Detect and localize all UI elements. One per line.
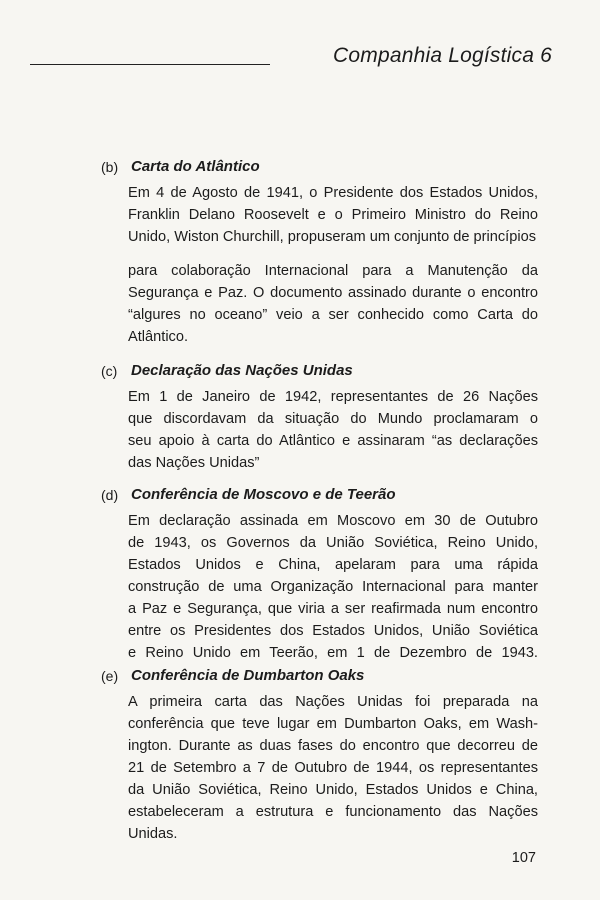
- section-marker: (c): [101, 363, 118, 379]
- running-header-title: Companhia Logística 6: [333, 44, 552, 67]
- text-line: construção de uma Organização Internacional para manter: [128, 579, 538, 595]
- text-line: de 1943, os Governos da União Soviética, Reino Unido,: [128, 535, 538, 551]
- section-marker: (d): [101, 487, 119, 503]
- text-line: Atlântico.: [128, 329, 189, 345]
- text-line: seu apoio à carta do Atlântico e assinaram “as declarações: [128, 433, 538, 449]
- section-heading: Carta do Atlântico: [131, 158, 260, 175]
- text-line: que discordavam da situação do Mundo proclamaram o: [128, 411, 538, 427]
- text-line: Em declaração assinada em Moscovo em 30 de Outubro: [128, 513, 538, 529]
- text-line: 21 de Setembro a 7 de Outubro de 1944, os representantes: [128, 760, 538, 776]
- section-heading: Declaração das Nações Unidas: [131, 362, 353, 379]
- section-marker: (e): [101, 668, 119, 684]
- text-line: “algures no oceano” veio a ser conhecido como Carta do: [128, 307, 538, 323]
- section-body: [128, 182, 538, 348]
- section-heading: Conferência de Moscovo e de Teerão: [131, 486, 396, 503]
- text-line: Estados Unidos e China, apelaram para uma rápida: [128, 557, 538, 573]
- text-line: ington. Durante as duas fases do encontro que decorreu de: [128, 738, 538, 754]
- text-line: Em 1 de Janeiro de 1942, representantes de 26 Nações: [128, 389, 538, 405]
- header-rule: [30, 64, 270, 65]
- text-line: e Reino Unido em Teerão, em 1 de Dezembro de 1943.: [128, 645, 538, 661]
- section-body: [128, 386, 538, 474]
- page-number: 107: [511, 850, 536, 866]
- section-body: [128, 691, 538, 845]
- text-line: A primeira carta das Nações Unidas foi preparada na: [128, 694, 538, 710]
- text-line: estabeleceram a estrutura e funcionamento das Nações: [128, 804, 538, 820]
- text-line: entre os Presidentes dos Estados Unidos, União Soviética: [128, 623, 538, 639]
- text-line: conferência que teve lugar em Dumbarton Oaks, em Wash-: [128, 716, 538, 732]
- text-line: Franklin Delano Roosevelt e o Primeiro Ministro do Reino: [128, 207, 538, 223]
- text-line: Unido, Wiston Churchill, propuseram um conjunto de princípios: [128, 229, 537, 245]
- section-heading: Conferência de Dumbarton Oaks: [131, 667, 365, 684]
- text-line: a Paz e Segurança, que viria a ser reafirmada num encontro: [128, 601, 538, 617]
- text-line: Segurança e Paz. O documento assinado durante o encontro: [128, 285, 538, 301]
- section-body: [128, 510, 538, 664]
- text-line: Em 4 de Agosto de 1941, o Presidente dos Estados Unidos,: [128, 185, 538, 201]
- text-line: das Nações Unidas”: [128, 455, 260, 471]
- text-line: Unidas.: [128, 826, 178, 842]
- text-line: da União Soviética, Reino Unido, Estados Unidos e China,: [128, 782, 538, 798]
- text-line: para colaboração Internacional para a Manutenção da: [128, 263, 538, 279]
- section-marker: (b): [101, 159, 119, 175]
